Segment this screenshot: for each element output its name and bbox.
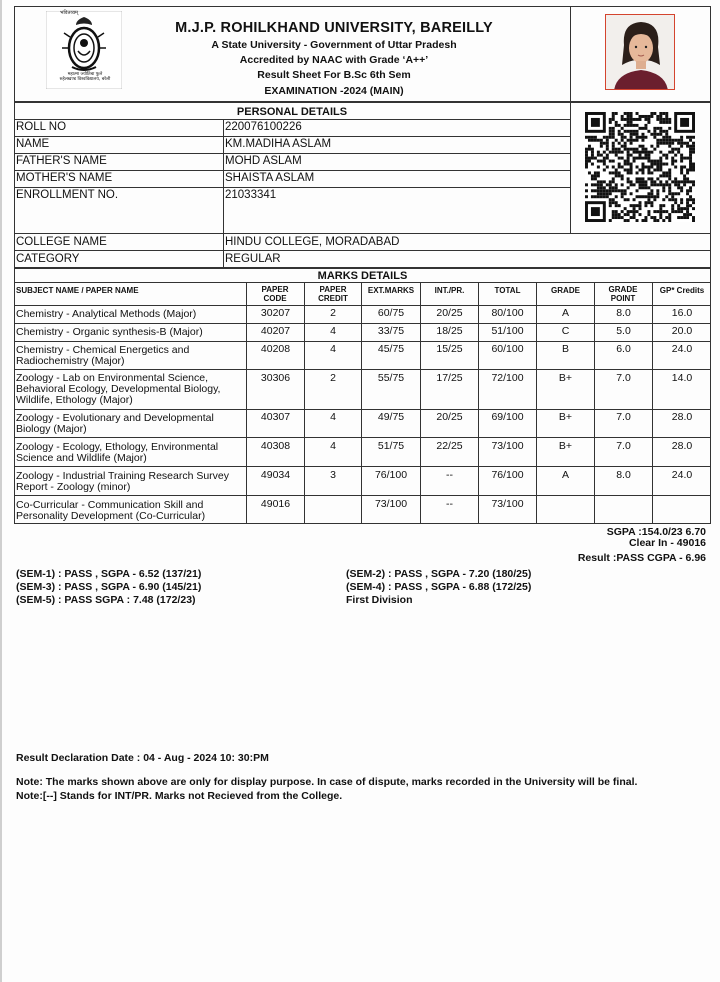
ext-marks: 76/100 bbox=[374, 469, 408, 481]
ext-marks: 49/75 bbox=[377, 411, 405, 423]
gp-credits: 28.0 bbox=[671, 411, 693, 423]
grade-point: 8.0 bbox=[616, 469, 631, 481]
ext-marks: 73/100 bbox=[374, 498, 408, 510]
student-photo bbox=[605, 14, 675, 90]
col-header-subject: SUBJECT NAME / PAPER NAME bbox=[16, 286, 139, 295]
display-note: Note: The marks shown above are only for display purpose. In case of dispute, marks recorded in the University will be final. bbox=[16, 776, 638, 788]
paper-credit: 2 bbox=[330, 372, 336, 384]
paper-code: 49016 bbox=[260, 498, 291, 510]
grade-point: 5.0 bbox=[616, 325, 631, 337]
roll-no-value: 220076100226 bbox=[225, 121, 302, 133]
sem-1-result: (SEM-1) : PASS , SGPA - 6.52 (137/21) bbox=[16, 568, 202, 580]
ext-marks: 45/75 bbox=[377, 343, 405, 355]
mother-name-value: SHAISTA ASLAM bbox=[225, 172, 315, 184]
enrollment-label: ENROLLMENT NO. bbox=[16, 189, 119, 201]
ext-marks: 33/75 bbox=[377, 325, 405, 337]
total-marks: 80/100 bbox=[491, 307, 524, 319]
paper-code: 30207 bbox=[260, 307, 291, 319]
int-pr-note: Note:[--] Stands for INT/PR. Marks not Recieved from the College. bbox=[16, 790, 343, 802]
division: First Division bbox=[346, 594, 413, 606]
int-marks: 22/25 bbox=[436, 440, 463, 452]
result-declaration-date: Result Declaration Date : 04 - Aug - 2024 10: 30:PM bbox=[16, 752, 269, 764]
gp-credits: 14.0 bbox=[671, 372, 693, 384]
subject-name: Zoology - Lab on Environmental Science, Behavioral Ecology, Developmental Biology, Wildlife, Ethology (Major) bbox=[16, 372, 221, 406]
col-header-gp-credits: GP* Credits bbox=[659, 286, 705, 295]
grade-point: 7.0 bbox=[616, 372, 631, 384]
total-marks: 73/100 bbox=[491, 498, 524, 510]
col-header-total: TOTAL bbox=[494, 286, 521, 295]
header-line4: EXAMINATION -2024 (MAIN) bbox=[264, 85, 404, 97]
paper-credit: 4 bbox=[330, 325, 336, 337]
subject-name: Chemistry - Analytical Methods (Major) bbox=[16, 308, 197, 320]
ext-marks: 55/75 bbox=[377, 372, 405, 384]
grade: B+ bbox=[558, 411, 573, 423]
category-value: REGULAR bbox=[225, 253, 281, 265]
paper-code: 30306 bbox=[260, 372, 291, 384]
marks-details-title: MARKS DETAILS bbox=[317, 270, 408, 282]
paper-code: 40207 bbox=[260, 325, 291, 337]
personal-details-title: PERSONAL DETAILS bbox=[236, 106, 348, 118]
father-name-label: FATHER'S NAME bbox=[16, 155, 107, 167]
paper-code: 40307 bbox=[260, 411, 291, 423]
grade-point: 7.0 bbox=[616, 411, 631, 423]
gp-credits: 24.0 bbox=[671, 469, 693, 481]
col-header-grade: GRADE bbox=[551, 286, 580, 295]
total-marks: 72/100 bbox=[491, 372, 524, 384]
header-line3: Result Sheet For B.Sc 6th Sem bbox=[257, 69, 411, 81]
result-cgpa: Result :PASS CGPA - 6.96 bbox=[577, 552, 706, 564]
total-marks: 69/100 bbox=[491, 411, 524, 423]
grade: B+ bbox=[558, 372, 573, 384]
col-header-ext: EXT.MARKS bbox=[367, 286, 415, 295]
int-marks: 20/25 bbox=[436, 307, 463, 319]
logo-caption-line2: रुहेलखण्ड विश्वविद्यालय, बरेली bbox=[59, 77, 111, 82]
grade-point: 6.0 bbox=[616, 343, 631, 355]
col-header-grade-point: GRADE POINT bbox=[608, 285, 638, 303]
subject-name: Chemistry - Chemical Energetics and Radiochemistry (Major) bbox=[16, 344, 190, 367]
college-value: HINDU COLLEGE, MORADABAD bbox=[225, 236, 400, 248]
name-value: KM.MADIHA ASLAM bbox=[225, 138, 332, 150]
int-marks: 20/25 bbox=[436, 411, 463, 423]
father-name-value: MOHD ASLAM bbox=[225, 155, 302, 167]
ext-marks: 51/75 bbox=[377, 440, 405, 452]
clear-in: Clear In - 49016 bbox=[628, 537, 706, 549]
subject-name: Zoology - Industrial Training Research Survey Report - Zoology (minor) bbox=[16, 470, 230, 493]
grade: C bbox=[561, 325, 570, 337]
paper-code: 49034 bbox=[260, 469, 291, 481]
subject-name: Chemistry - Organic synthesis-B (Major) bbox=[16, 326, 203, 338]
subject-name: Zoology - Evolutionary and Developmental Biology (Major) bbox=[16, 412, 214, 435]
total-marks: 76/100 bbox=[491, 469, 524, 481]
subject-name: Zoology - Ecology, Ethology, Environmental Science and Wildlife (Major) bbox=[16, 441, 219, 464]
sgpa-summary: SGPA :154.0/23 6.70 bbox=[606, 526, 706, 538]
grade-point: 8.0 bbox=[616, 307, 631, 319]
gp-credits: 28.0 bbox=[671, 440, 693, 452]
ext-marks: 60/75 bbox=[377, 307, 405, 319]
int-marks: 15/25 bbox=[436, 343, 463, 355]
paper-credit: 4 bbox=[330, 440, 336, 452]
name-label: NAME bbox=[16, 138, 50, 150]
enrollment-value: 21033341 bbox=[225, 189, 277, 201]
grade: B bbox=[561, 343, 569, 355]
header-line1: A State University - Government of Uttar Pradesh bbox=[211, 39, 457, 51]
roll-no-label: ROLL NO bbox=[16, 121, 67, 133]
total-marks: 73/100 bbox=[491, 440, 524, 452]
sem-3-result: (SEM-3) : PASS , SGPA - 6.90 (145/21) bbox=[16, 581, 202, 593]
paper-credit: 4 bbox=[330, 343, 336, 355]
gp-credits: 24.0 bbox=[671, 343, 693, 355]
gp-credits: 20.0 bbox=[671, 325, 693, 337]
paper-code: 40308 bbox=[260, 440, 291, 452]
qr-code bbox=[585, 112, 695, 222]
int-marks: -- bbox=[446, 469, 453, 481]
paper-credit: 3 bbox=[330, 469, 336, 481]
total-marks: 60/100 bbox=[491, 343, 524, 355]
paper-credit: 4 bbox=[330, 411, 336, 423]
paper-credit: 2 bbox=[330, 307, 336, 319]
university-name: M.J.P. ROHILKHAND UNIVERSITY, BAREILLY bbox=[175, 20, 493, 36]
int-marks: -- bbox=[446, 498, 453, 510]
col-header-int: INT./PR. bbox=[434, 286, 465, 295]
subject-name: Co-Curricular - Communication Skill and Personality Development (Co-Curricular) bbox=[16, 499, 206, 522]
total-marks: 51/100 bbox=[491, 325, 524, 337]
header-line2: Accredited by NAAC with Grade ‘A++’ bbox=[239, 54, 429, 66]
int-marks: 17/25 bbox=[436, 372, 463, 384]
sem-4-result: (SEM-4) : PASS , SGPA - 6.88 (172/25) bbox=[346, 581, 532, 593]
sem-2-result: (SEM-2) : PASS , SGPA - 7.20 (180/25) bbox=[346, 568, 532, 580]
logo-caption-line1: महात्मा ज्योतिबा फुले bbox=[67, 72, 103, 77]
category-label: CATEGORY bbox=[16, 253, 80, 265]
col-header-code: PAPER CODE bbox=[261, 285, 289, 303]
logo-top-text: भवितव्यम् bbox=[60, 10, 79, 16]
gp-credits: 16.0 bbox=[671, 307, 693, 319]
sem-5-result: (SEM-5) : PASS SGPA : 7.48 (172/23) bbox=[16, 594, 196, 606]
paper-code: 40208 bbox=[260, 343, 291, 355]
int-marks: 18/25 bbox=[436, 325, 463, 337]
grade: A bbox=[561, 469, 569, 481]
col-header-credit: PAPER CREDIT bbox=[318, 285, 348, 303]
logo-caption bbox=[42, 72, 128, 82]
grade: B+ bbox=[558, 440, 573, 452]
grade-point: 7.0 bbox=[616, 440, 631, 452]
college-label: COLLEGE NAME bbox=[16, 236, 107, 248]
mother-name-label: MOTHER'S NAME bbox=[16, 172, 113, 184]
grade: A bbox=[561, 307, 569, 319]
